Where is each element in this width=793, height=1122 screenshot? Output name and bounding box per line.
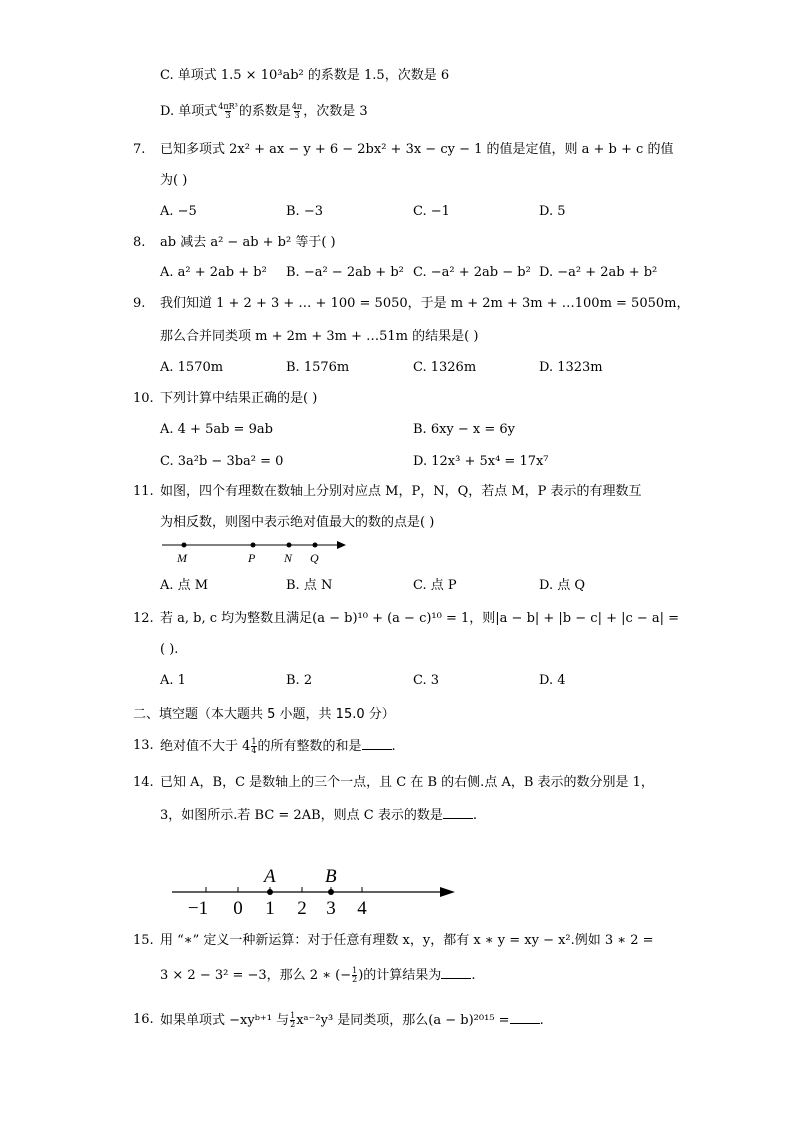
label-b: B	[325, 866, 337, 887]
q9-text-line-2: 那么合并同类项 m + 2m + 3m + …51m 的结果是( )	[160, 329, 479, 344]
label-q: Q	[310, 551, 319, 565]
q7-text-line-2: 为( )	[160, 173, 188, 188]
question-number: 16.	[133, 1012, 154, 1027]
point-b	[328, 889, 334, 895]
q14-text-line-1: 已知 A，B，C 是数轴上的三个一点，且 C 在 B 的右侧.点 A，B 表示的数分别是 1，	[160, 775, 654, 790]
axis-arrow	[337, 541, 346, 549]
label-p: P	[248, 551, 256, 565]
q7-option-d: D. 5	[539, 204, 566, 219]
q12-option-b: B. 2	[286, 673, 313, 688]
q11-option-c: C. 点 P	[413, 578, 457, 593]
q11-option-d: D. 点 Q	[539, 578, 586, 593]
label-a: A	[264, 866, 276, 887]
tick-label: 4	[357, 898, 367, 919]
q9-option-a: A. 1570m	[160, 360, 224, 375]
q13-suffix: 的所有整数的和是	[257, 739, 362, 754]
fraction-numerator: 1	[290, 1011, 296, 1020]
q12-option-a: A. 1	[160, 673, 186, 688]
q11-option-a: A. 点 M	[160, 578, 209, 593]
q8-option-b: B. −a² − 2ab + b²	[286, 265, 404, 280]
q6-option-c: C. 单项式 1.5 × 10³ab² 的系数是 1.5，次数是 6	[160, 68, 450, 83]
q7-option-a: A. −5	[160, 204, 197, 219]
q16-suffix: xᵃ⁻²y³ 是同类项，那么(a − b)²⁰¹⁵ =	[296, 1013, 510, 1028]
q8-text: ab 减去 a² − ab + b² 等于( )	[160, 235, 336, 250]
q6-option-d-fraction	[218, 103, 238, 120]
q13-end: .	[391, 739, 396, 754]
question-number: 7.	[133, 142, 146, 157]
fraction-numerator: 1	[352, 966, 358, 975]
question-number: 8.	[133, 235, 146, 250]
answer-blank[interactable]	[443, 806, 473, 819]
question-number: 11.	[133, 484, 154, 499]
q10-option-a: A. 4 + 5ab = 9ab	[160, 422, 273, 437]
q9-option-c: C. 1326m	[413, 360, 477, 375]
question-number: 10.	[133, 391, 154, 406]
fraction-denominator: 3	[225, 111, 231, 120]
tick-label: −1	[187, 898, 209, 919]
q10-option-b: B. 6xy − x = 6y	[413, 422, 516, 437]
q13-fraction	[251, 738, 256, 755]
q16-fraction	[290, 1012, 295, 1029]
q7-option-b: B. −3	[286, 204, 323, 219]
q9-option-d: D. 1323m	[539, 360, 603, 375]
label-n: N	[284, 551, 293, 565]
q6-option-d	[160, 103, 368, 121]
fraction-denominator: 3	[294, 111, 300, 120]
q11-option-b: B. 点 N	[286, 578, 333, 593]
tick-label: 2	[297, 898, 307, 919]
answer-blank[interactable]	[362, 737, 392, 750]
q11-text-line-1: 如图，四个有理数在数轴上分别对应点 M，P，N，Q，若点 M，P 表示的有理数互	[160, 484, 642, 499]
q9-text-line-1: 我们知道 1 + 2 + 3 + … + 100 = 5050，于是 m + 2m + 3m + …100m = 5050m，	[160, 296, 690, 311]
q16-prefix: 如果单项式 −xyᵇ⁺¹ 与	[160, 1013, 290, 1028]
fraction-denominator: 2	[290, 1020, 296, 1029]
q6-option-d-middle: 的系数是	[238, 104, 291, 119]
q6-option-d-fraction-2	[292, 103, 302, 120]
point-p	[251, 543, 256, 548]
q8-option-d: D. −a² + 2ab + b²	[539, 265, 658, 280]
fraction-denominator: 2	[352, 975, 358, 984]
point-n	[287, 543, 292, 548]
question-number: 15.	[133, 933, 154, 948]
q12-text-line-1: 若 a, b, c 均为整数且满足(a − b)¹⁰ + (a − c)¹⁰ = 1，则|a − b| + |b − c| + |c − a| =	[160, 611, 680, 626]
point-q	[313, 543, 318, 548]
q16-text	[160, 1011, 544, 1030]
section-heading: 二、填空题（本大题共 5 小题，共 15.0 分）	[133, 707, 395, 722]
fraction-numerator: 4πR³	[218, 102, 238, 111]
q7-text-line-1: 已知多项式 2x² + ax − y + 6 − 2bx² + 3x − cy − 1 的值是定值，则 a + b + c 的值	[160, 142, 674, 157]
q14-end: .	[472, 808, 477, 823]
fraction-numerator: 4π	[291, 102, 303, 111]
question-number: 9.	[133, 296, 146, 311]
q10-text: 下列计算中结果正确的是( )	[160, 391, 318, 406]
q15-end: .	[471, 968, 476, 983]
q14-number-line	[168, 858, 458, 920]
q10-option-d: D. 12x³ + 5x⁴ = 17x⁷	[413, 454, 549, 469]
q16-end: .	[539, 1013, 544, 1028]
label-m: M	[177, 551, 187, 565]
answer-blank[interactable]	[441, 966, 471, 979]
q8-option-a: A. a² + 2ab + b²	[160, 265, 267, 280]
q15-fraction	[352, 967, 357, 984]
fraction-denominator: 4	[251, 746, 257, 755]
answer-blank[interactable]	[510, 1011, 540, 1024]
q15-line-2-suffix: )的计算结果为	[358, 968, 442, 983]
tick-label: 1	[265, 898, 275, 919]
q12-option-c: C. 3	[413, 673, 440, 688]
tick-label: 3	[326, 898, 336, 919]
point-a	[267, 889, 273, 895]
question-number: 12.	[133, 611, 154, 626]
q6-option-d-prefix: D. 单项式	[160, 104, 218, 119]
q13-prefix: 绝对值不大于 4	[160, 739, 251, 754]
q12-option-d: D. 4	[539, 673, 566, 688]
q15-text-line-2	[160, 966, 475, 985]
question-number: 14.	[133, 775, 154, 790]
q8-option-c: C. −a² + 2ab − b²	[413, 265, 531, 280]
fraction-numerator: 1	[251, 737, 257, 746]
q12-text-line-2: ( ).	[160, 642, 179, 657]
q15-text-line-1: 用 “∗” 定义一种新运算：对于任意有理数 x，y，都有 x ∗ y = xy − x².例如 3 ∗ 2 =	[160, 933, 654, 948]
tick-label: 0	[233, 898, 243, 919]
q14-text-line-2	[160, 806, 477, 825]
q9-option-b: B. 1576m	[286, 360, 350, 375]
q10-option-c: C. 3a²b − 3ba² = 0	[160, 454, 284, 469]
q6-option-d-suffix: ，次数是 3	[303, 104, 368, 119]
q11-number-line	[160, 534, 350, 566]
axis-arrow	[440, 887, 455, 897]
question-number: 13.	[133, 738, 154, 753]
point-m	[182, 543, 187, 548]
q7-option-c: C. −1	[413, 204, 450, 219]
q15-line-2-prefix: 3 × 2 − 3² = −3，那么 2 ∗ (−	[160, 968, 352, 983]
q14-text-line-2-body: 3，如图所示.若 BC = 2AB，则点 C 表示的数是	[160, 808, 443, 823]
q11-text-line-2: 为相反数，则图中表示绝对值最大的数的点是( )	[160, 515, 435, 530]
q13-text	[160, 737, 396, 756]
